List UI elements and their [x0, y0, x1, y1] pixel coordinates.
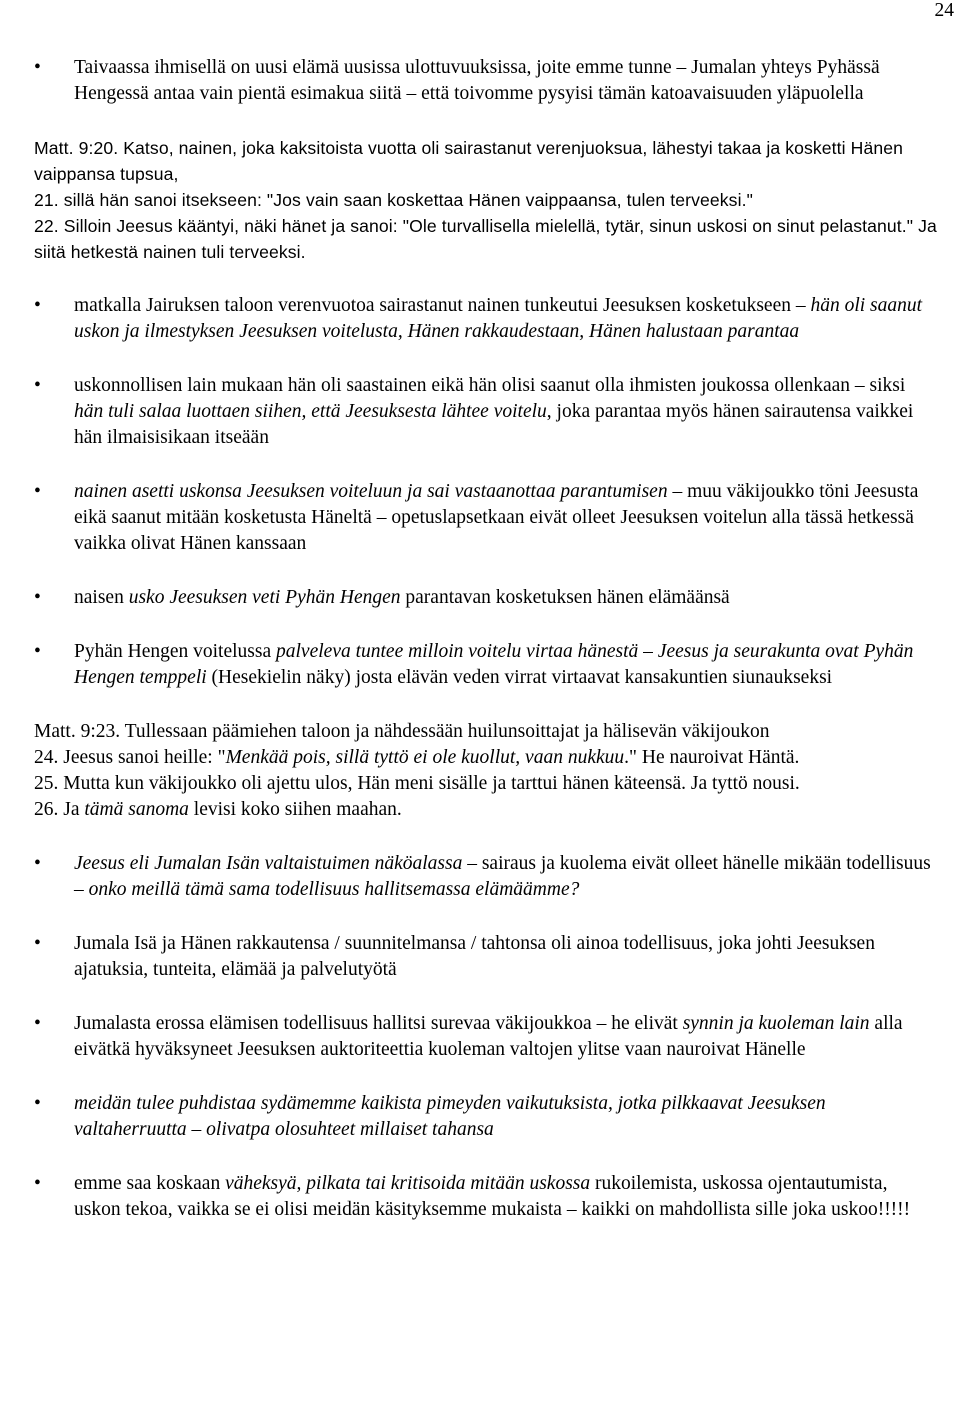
scripture-matthew-9-20	[34, 135, 938, 265]
page-number: 24	[934, 0, 954, 21]
bullet-woman-on-way	[34, 293, 938, 345]
bullet-text: – sairaus ja kuolema eivät olleet hänelle mikään todellisuus –	[74, 853, 931, 900]
bullet-mourning-crowd	[34, 1011, 938, 1063]
bullet-text: naisen	[74, 587, 129, 608]
bullet-text: –	[186, 1119, 207, 1140]
bullet-text: rukoilemista, uskossa ojentautumista, uskon tekoa, vaikka se ei olisi meidän käsityksemme mukaista – kaikki on mahdollista sille joka uskoo!!!!!	[74, 1173, 911, 1220]
bullet-faith-drew-spirit	[34, 585, 938, 611]
verse-25: 25. Mutta kun väkijoukko oli ajettu ulos, Hän meni sisälle ja tarttui hänen käteensä. Ja tyttö nousi.	[34, 773, 800, 794]
bullet-religious-law	[34, 373, 938, 451]
bullet-never-despise	[34, 1171, 938, 1223]
bullet-emphasis: väheksyä, pilkata tai kritisoida mitään uskossa	[225, 1173, 591, 1194]
bullet-text: matkalla Jairuksen taloon verenvuotoa sairastanut nainen tunkeutui Jeesuksen kosketukseen –	[74, 295, 811, 316]
bullet-text: Taivaassa ihmisellä on uusi elämä uusissa ulottuvuuksissa, joite emme tunne – Jumalan yhteys Pyhässä Hengessä antaa vain pientä esimakua siitä – että toivomme pysyisi tämän katoavaisuuden yläpuolella	[74, 57, 880, 104]
bullet-emphasis: synnin ja kuoleman lain	[682, 1013, 870, 1034]
verse-26: 26. Ja tämä sanoma levisi koko siihen maahan.	[34, 799, 402, 820]
bullet-emphasis: hän oli saanut uskon ja ilmestyksen Jeesuksen voitelusta, Hänen rakkaudestaan, Hänen halustaan parantaa	[74, 295, 923, 342]
bullet-text: , joka parantaa myös hänen sairautensa vaikkei hän ilmaisisikaan itseään	[74, 401, 914, 448]
bullet-emphasis: onko meillä tämä sama todellisuus hallitsemassa elämäämme?	[88, 879, 580, 900]
bullet-father-reality	[34, 931, 938, 983]
bullet-jesus-throne-view	[34, 851, 938, 903]
bullet-text: Jumala Isä ja Hänen rakkautensa / suunnitelmansa / tahtonsa oli ainoa todellisuus, joka johti Jeesuksen ajatuksia, tunteita, elämää ja palvelutyötä	[74, 933, 875, 980]
bullet-text: Jumalasta erossa elämisen todellisuus hallitsi surevaa väkijoukkoa – he elivät	[74, 1013, 683, 1034]
verse-23: Matt. 9:23. Tullessaan päämiehen taloon ja nähdessään huilunsoittajat ja hälisevän väkijoukon	[34, 721, 770, 742]
bullet-emphasis: palveleva tuntee milloin voitelu virtaa hänestä – Jeesus ja seurakunta ovat Pyhän Hengen temppeli	[74, 641, 914, 688]
bullet-cleanse-hearts	[34, 1091, 938, 1143]
verse-24: 24. Jeesus sanoi heille: "Menkää pois, sillä tyttö ei ole kuollut, vaan nukkuu." He nauroivat Häntä.	[34, 747, 800, 768]
bullet-emphasis: meidän tulee puhdistaa sydämemme kaikista pimeyden vaikutuksista, jotka pilkkaavat Jeesuksen valtaherruutta	[74, 1093, 826, 1140]
scripture-matthew-9-23	[34, 719, 938, 823]
verse-20: Matt. 9:20. Katso, nainen, joka kaksitoista vuotta oli sairastanut verenjuoksua, lähestyi takaa ja kosketti Hänen vaippansa tupsua,	[34, 138, 903, 184]
bullet-emphasis: Jeesus eli Jumalan Isän valtaistuimen näköalassa	[74, 853, 463, 874]
verse-21: 21. sillä hän sanoi itsekseen: "Jos vain saan koskettaa Hänen vaippaansa, tulen terveeksi."	[34, 190, 753, 210]
bullet-text: uskonnollisen lain mukaan hän oli saastainen eikä hän olisi saanut olla ihmisten joukossa ollenkaan – siksi	[74, 375, 906, 396]
bullet-text: alla eivätkä hyväksyneet Jeesuksen auktoriteettia kuoleman valtojen ylitse vaan nauroivat Hänelle	[74, 1013, 903, 1060]
bullet-emphasis: olivatpa olosuhteet millaiset tahansa	[206, 1119, 494, 1140]
bullet-text: Pyhän Hengen voitelussa	[74, 641, 277, 662]
bullet-text: – muu väkijoukko töni Jeesusta eikä saanut mitään kosketusta Häneltä – opetuslapsetkaan eivät olleet Jeesuksen voitelun alla tässä hetkessä vaikka olivat Hänen kanssaan	[74, 481, 919, 554]
bullet-spirit-anointing	[34, 639, 938, 691]
document-body	[34, 55, 938, 1251]
bullet-text: (Hesekielin näky) josta elävän veden virrat virtaavat kansakuntien siunaukseksi	[206, 667, 833, 688]
bullet-emphasis: hän tuli salaa luottaen siihen, että Jeesuksesta lähtee voitelu	[74, 401, 547, 422]
bullet-faith-in-anointing	[34, 479, 938, 557]
verse-22: 22. Silloin Jeesus kääntyi, näki hänet ja sanoi: "Ole turvallisella mielellä, tytär, sinun uskosi on sinut pelastanut." Ja siitä hetkestä nainen tuli terveeksi.	[34, 216, 937, 262]
bullet-emphasis: usko Jeesuksen veti Pyhän Hengen	[128, 587, 401, 608]
bullet-text: parantavan kosketuksen hänen elämäänsä	[400, 587, 730, 608]
bullet-heaven-new-life	[34, 55, 938, 107]
bullet-text: emme saa koskaan	[74, 1173, 226, 1194]
bullet-emphasis: nainen asetti uskonsa Jeesuksen voiteluun ja sai vastaanottaa parantumisen	[74, 481, 668, 502]
